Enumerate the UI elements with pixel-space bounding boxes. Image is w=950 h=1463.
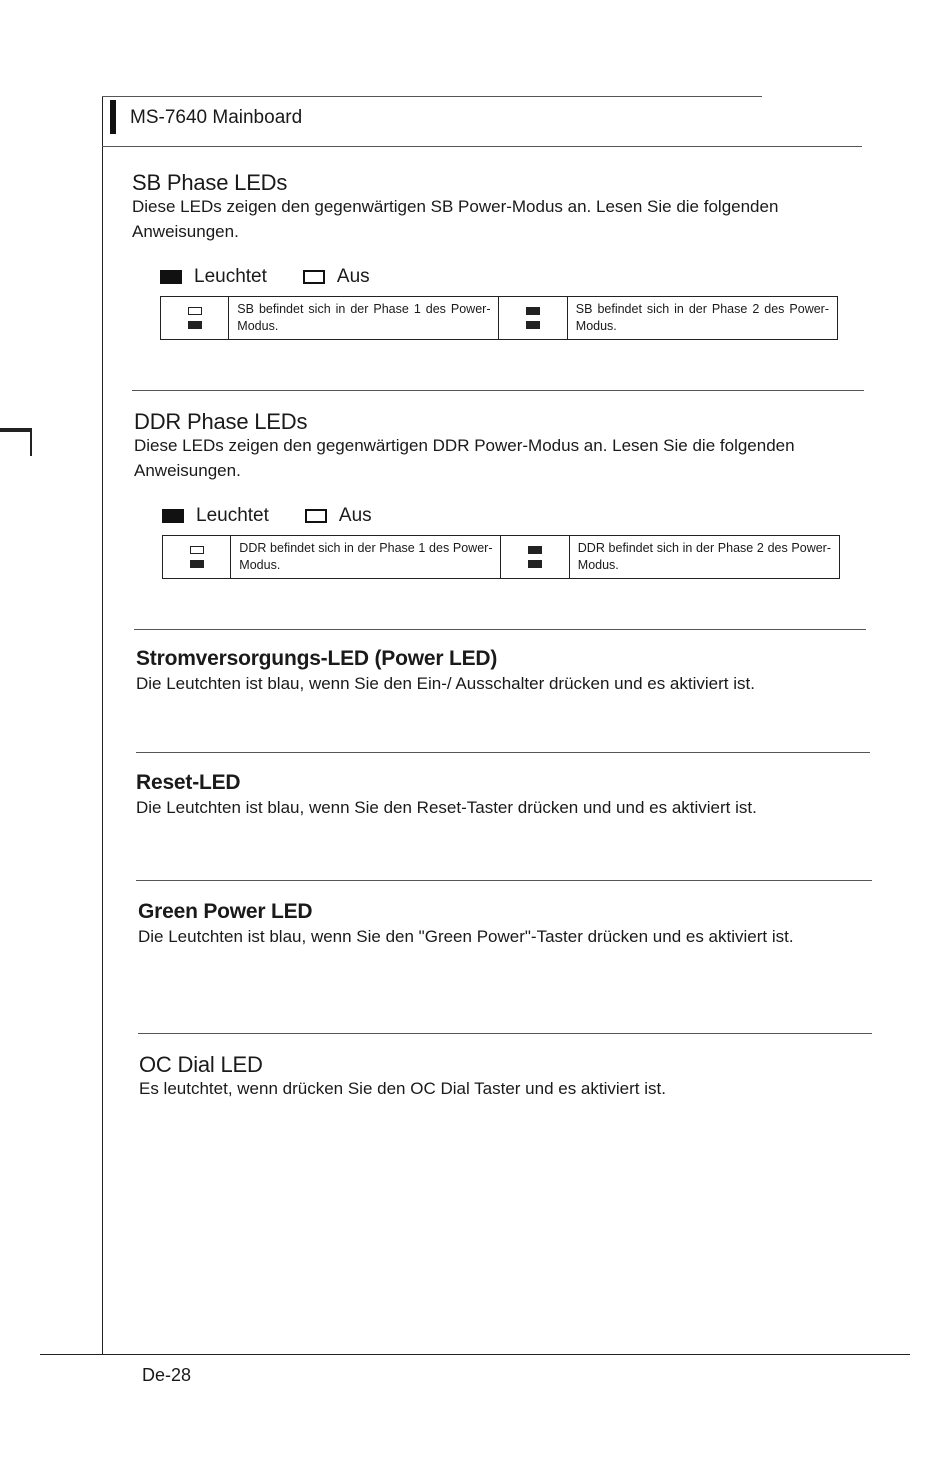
led-description: DDR befindet sich in der Phase 2 des Power-Modus. [569,536,839,579]
led-on-icon [528,546,542,554]
led-off-icon [190,546,204,554]
footer-rule [40,1354,910,1355]
led-on-icon [526,321,540,329]
led-on-icon [162,509,184,523]
legend-on-label: Leuchtet [194,266,267,287]
reset-section-title: Reset-LED [136,771,241,794]
power-section-title: Stromversorgungs-LED (Power LED) [136,647,498,670]
header-top-rule [102,96,762,97]
section-divider [132,390,864,391]
table-row [163,536,840,579]
sb-section-title: SB Phase LEDs [132,170,288,195]
margin-mark [0,428,32,432]
led-on-icon [526,307,540,315]
table-row [161,297,838,340]
page-header-title: MS-7640 Mainboard [130,107,303,128]
ddr-section-title: DDR Phase LEDs [134,409,308,434]
led-indicator-cell [501,536,569,579]
section-divider [134,629,866,630]
led-off-icon [305,509,327,523]
green-section-text: Die Leutchten ist blau, wenn Sie den "Green Power"-Taster drücken und es aktiviert ist. [138,927,794,946]
ddr-legend [162,505,372,527]
led-on-icon [188,321,202,329]
led-on-icon [160,270,182,284]
reset-section-text: Die Leutchten ist blau, wenn Sie den Reset-Taster drücken und und es aktiviert ist. [136,798,757,817]
header-accent-bar [110,100,116,134]
led-description: SB befindet sich in der Phase 1 des Power-Modus. [229,297,499,340]
section-divider [136,880,872,881]
power-section-text: Die Leutchten ist blau, wenn Sie den Ein-/ Ausschalter drücken und es aktiviert ist. [136,674,755,693]
legend-on-label: Leuchtet [196,505,269,526]
led-on-icon [190,560,204,568]
led-description: DDR befindet sich in der Phase 1 des Power-Modus. [231,536,501,579]
sb-section-text: Diese LEDs zeigen den gegenwärtigen SB Power-Modus an. Lesen Sie die folgenden Anweisungen. [132,197,779,241]
sb-led-table [160,296,838,340]
sb-legend [160,266,370,288]
led-off-icon [303,270,325,284]
oc-section-title: OC Dial LED [139,1052,263,1077]
led-indicator-cell [161,297,229,340]
ddr-led-table [162,535,840,579]
led-indicator-cell [499,297,567,340]
header-bottom-rule [102,146,862,147]
page-left-border [102,96,103,1354]
page-number: De-28 [142,1365,192,1385]
led-on-icon [528,560,542,568]
oc-section-text: Es leutchtet, wenn drücken Sie den OC Dial Taster und es aktiviert ist. [139,1079,666,1098]
margin-mark-tick [30,428,32,456]
led-indicator-cell [163,536,231,579]
legend-off-label: Aus [336,266,370,287]
ddr-section-text: Diese LEDs zeigen den gegenwärtigen DDR Power-Modus an. Lesen Sie die folgenden Anweisungen. [134,436,795,480]
led-off-icon [188,307,202,315]
led-description: SB befindet sich in der Phase 2 des Power-Modus. [567,297,837,340]
legend-off-label: Aus [338,505,372,526]
section-divider [138,1033,872,1034]
green-section-title: Green Power LED [138,900,313,923]
section-divider [136,752,870,753]
